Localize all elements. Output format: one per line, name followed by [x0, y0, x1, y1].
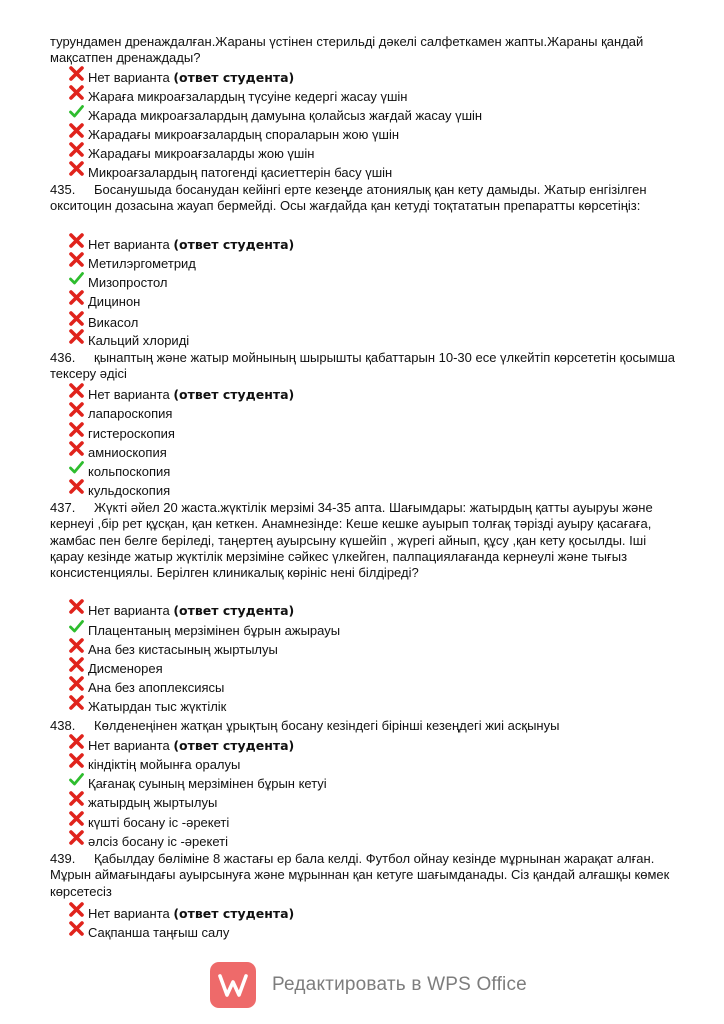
check-icon	[68, 771, 85, 788]
cross-icon	[68, 421, 85, 438]
cross-icon	[68, 440, 85, 457]
cross-icon	[68, 382, 85, 399]
cross-icon	[68, 401, 85, 418]
cross-icon	[68, 289, 85, 306]
cross-icon	[68, 160, 85, 177]
cross-icon	[68, 790, 85, 807]
cross-icon	[68, 656, 85, 673]
cross-icon	[68, 675, 85, 692]
cross-icon	[68, 251, 85, 268]
question-number: 436.	[50, 350, 76, 365]
cross-icon	[68, 752, 85, 769]
cross-icon	[68, 901, 85, 918]
cross-icon	[68, 84, 85, 101]
wps-logo-icon	[210, 962, 256, 1008]
cross-icon	[68, 829, 85, 846]
cross-icon	[68, 920, 85, 937]
question-number: 438.	[50, 718, 76, 733]
question-436-text: 436. қынаптың және жатыр мойнының шырышты қабаттарын 10-30 есе үлкейтіп көрсететін қосымша тексеру әдісі	[50, 350, 675, 382]
cross-icon	[68, 637, 85, 654]
check-icon	[68, 618, 85, 635]
question-439-text: 439. Қабылдау бөліміне 8 жастағы ер бала келді. Футбол ойнау кезінде мұрнынан жарақат алған. Мұрын аймағындағы ауырсынуға және мұрыннан қан кетуге шағымданады. Сіз қандай алғашқы көмек көрсетесіз	[50, 851, 670, 899]
cross-icon	[68, 598, 85, 615]
question-438-text: 438. Көлденеңінен жатқан ұрықтың босану кезіндегі бірінші кезеңдегі жиі асқынуы	[50, 718, 560, 733]
cross-icon	[68, 232, 85, 249]
edit-in-wps-label: Редактировать в WPS Office	[272, 974, 527, 995]
question-434-text: турундамен дренаждалған.Жараны үстінен стерильді дәкелі салфеткамен жапты.Жараны қандай мақсатпен дренаждады?	[50, 34, 644, 66]
check-icon	[68, 103, 85, 120]
cross-icon	[68, 122, 85, 139]
cross-icon	[68, 141, 85, 158]
check-icon	[68, 270, 85, 287]
cross-icon	[68, 810, 85, 827]
cross-icon	[68, 65, 85, 82]
document-page: турундамен дренаждалған.Жараны үстінен стерильді дәкелі салфеткамен жапты.Жараны қандай мақсатпен дренаждады? Нет варианта (ответ студента) Жараға микроағзалардың түсуіне кедергі жасау үшін Жарада микроағзалардың дамуына қолайсыз жағдай жасау үшін Жарадағы микроағзалардың спораларын жою үшін Жарадағы микроағзаларды жою үшін Микроағзалардың патогенді қасиеттерін басу үшін 435. Босанушыда босанудан кейінгі ерте кезеңде атониялық қан кету дамыды. Жатыр енгізілген окситоцин дозасына жауап бермейді. Осы жағдайда қан кетуді тоқтататын препаратты көрсетіңіз: Нет варианта (ответ студента) Метилэргометрид Мизопростол Дицинон Викасол Кальций хлориді 436. қынаптың және жатыр мойнының шырышты қабаттарын 10-30 есе үлкейтіп көрсететін қосымша тексеру әдісі Нет варианта (ответ студента) лапароскопия гистероскопия амниоскопия кольпоскопия кульдоскопия 437. Жүкті әйел 20 жаста.жүктілік мерзімі 34-35 апта. Шағымдары: жатырдың қатты ауыруы және кернеуі ,бір рет құсқан, қан кеткен. Анамнезінде: Кеше кешке ауырып толғақ тәрізді ауыру қасағаға, жамбас пен белге беріледі, таңертең ауырсыну күшейіп , жүрегі айнып, құсу ,қан кету қосылды. Іші қарау кезінде жатыр жүктілік мерзіміне сәйкес үлкейген, палпациялағанда кернеулі және тығыз консистенциялы. Берілген клиникалық көрініс нені білдіреді? Нет варианта (ответ студента) Плацентаның мерзімінен бұрын ажырауы Ана без кистасының жыртылуы Дисменорея Ана без апоплексиясы Жатырдан тыс жүктілік 438. Көлденеңінен жатқан ұрықтың босану кезіндегі бірінші кезеңдегі жиі асқынуы Нет варианта (ответ студента) кіндіктің мойынға оралуы Қағанақ суының мерзімінен бұрын кетуі жатырдың жыртылуы күшті босану іс -әрекеті әлсіз босану іс -әрекеті 439. Қабылдау бөліміне 8 жастағы ер бала келді. Футбол ойнау кезінде мұрнынан жарақат алған. Мұрын аймағындағы ауырсынуға және мұрыннан қан кетуге шағымданады. Сіз қандай алғашқы көмек көрсетесіз Нет варианта (ответ студента) Сақпанша таңғыш салу Редактировать в WPS Office	[0, 0, 724, 1024]
question-number: 435.	[50, 182, 76, 197]
cross-icon	[68, 310, 85, 327]
cross-icon	[68, 733, 85, 750]
question-number: 439.	[50, 851, 76, 866]
question-435-text: 435. Босанушыда босанудан кейінгі ерте кезеңде атониялық қан кету дамыды. Жатыр енгізілген окситоцин дозасына жауап бермейді. Осы жағдайда қан кетуді тоқтататын препаратты көрсетіңіз:	[50, 182, 647, 214]
cross-icon	[68, 694, 85, 711]
question-number: 437.	[50, 500, 76, 515]
edit-in-wps-button[interactable]	[210, 962, 540, 1008]
cross-icon	[68, 328, 85, 345]
cross-icon	[68, 478, 85, 495]
question-437-text: 437. Жүкті әйел 20 жаста.жүктілік мерзімі 34-35 апта. Шағымдары: жатырдың қатты ауыруы және кернеуі ,бір рет құсқан, қан кеткен. Анамнезінде: Кеше кешке ауырып толғақ тәрізді ауыру қасағаға, жамбас пен белге беріледі, таңертең ауырсыну күшейіп , жүрегі айнып, құсу ,қан кету қосылды. Іші қарау кезінде жатыр жүктілік мерзіміне сәйкес үлкейген, палпациялағанда кернеулі және тығыз консистенциялы. Берілген клиникалық көрініс нені білдіреді?	[50, 500, 653, 581]
check-icon	[68, 459, 85, 476]
